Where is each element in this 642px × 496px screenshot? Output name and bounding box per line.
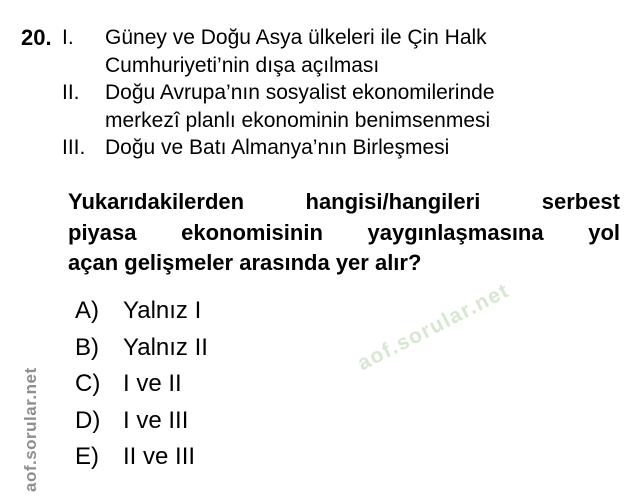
statement-item-3 [62,134,602,162]
roman-numeral-1: I. [62,26,74,49]
option-e-letter: E) [75,443,99,470]
watermark-diagonal: aof.sorular.net [353,278,514,376]
roman-numeral-3: III. [62,136,86,160]
statement-text-2 [105,79,602,134]
statement-item-1 [62,24,602,79]
option-e [75,443,475,480]
stem-line-1: Yukarıdakilerden hangisi/hangileri serbest [68,189,620,214]
option-e-text: II ve III [123,443,196,470]
option-d-text: I ve III [123,406,189,434]
option-d [75,407,475,444]
statement-2-line-1: Doğu Avrupa’nın sosyalist ekonomilerinde [105,81,495,105]
option-b-letter: B) [75,333,99,361]
question-number: 20. [21,25,52,50]
option-b [75,334,475,371]
stem-line-3: açan gelişmeler arasında yer alır? [68,250,422,275]
option-b-text: Yalnız II [123,333,208,361]
watermark-vertical: aof.sorular.net [21,367,40,492]
option-a-text: Yalnız I [123,297,202,324]
statement-1-line-1: Güney ve Doğu Asya ülkeleri ile Çin Halk [105,26,487,49]
option-a [75,297,475,334]
stem-line-2: piyasa ekonomisinin yaygınlaşmasına yol [68,219,620,245]
option-c [75,370,475,407]
statement-item-2 [62,79,602,134]
option-c-letter: C) [75,370,101,397]
statement-2-line-2: merkezî planlı ekonominin benimsenmesi [105,108,491,132]
option-d-letter: D) [75,406,101,434]
statements-list [62,24,602,162]
option-a-letter: A) [75,297,99,324]
statement-text-1 [105,24,602,79]
statement-text-3 [105,134,602,162]
question-stem [68,187,620,279]
roman-numeral-2: II. [62,81,80,105]
statement-3-line-1: Doğu ve Batı Almanya’nın Birleşmesi [105,136,450,160]
answer-options [75,297,475,480]
option-c-text: I ve II [123,370,182,397]
statement-1-line-2: Cumhuriyeti’nin dışa açılması [105,53,380,77]
